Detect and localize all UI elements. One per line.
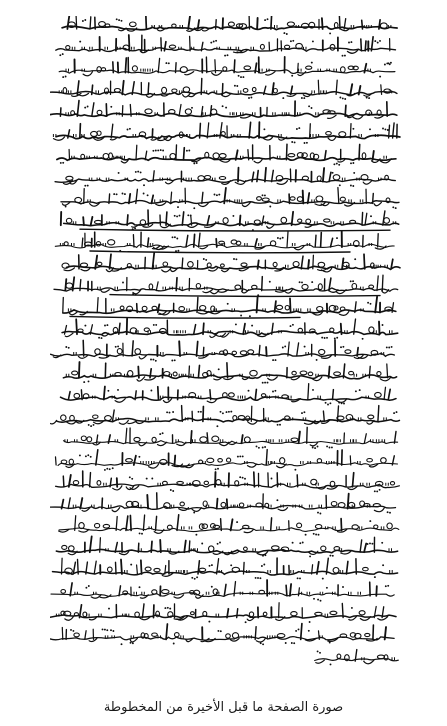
manuscript-line <box>54 275 398 296</box>
manuscript-line <box>61 188 399 210</box>
manuscript-line <box>51 340 395 362</box>
manuscript-line <box>55 168 395 187</box>
manuscript-line <box>63 362 396 384</box>
manuscript-line <box>62 253 400 272</box>
manuscript-line <box>56 450 398 471</box>
manuscript-line <box>62 16 397 35</box>
manuscript-line <box>50 603 396 623</box>
manuscript-line <box>315 650 399 666</box>
manuscript-line <box>62 319 398 340</box>
manuscript-line <box>51 580 394 602</box>
manuscript-line <box>50 624 394 646</box>
manuscript-underline <box>110 295 380 297</box>
manuscript-line <box>53 558 398 580</box>
manuscript-line <box>63 297 396 318</box>
manuscript-line <box>50 101 397 119</box>
manuscript-underline <box>80 229 390 231</box>
manuscript-line <box>57 144 396 166</box>
manuscript-page-image <box>50 16 410 696</box>
manuscript-line <box>59 515 399 536</box>
manuscript-line <box>55 231 394 252</box>
manuscript-line <box>50 493 395 515</box>
manuscript-underline <box>90 251 350 253</box>
manuscript-underline <box>70 316 300 318</box>
manuscript-line <box>56 35 396 57</box>
image-caption: صورة الصفحة ما قبل الأخيرة من المخطوطة <box>103 700 344 715</box>
handwritten-manuscript-scan <box>50 16 410 696</box>
manuscript-line <box>64 427 398 449</box>
manuscript-line <box>61 384 397 406</box>
manuscript-line <box>50 79 397 100</box>
manuscript-line <box>53 122 400 144</box>
manuscript-line <box>56 471 400 492</box>
manuscript-line <box>50 406 399 428</box>
manuscript-line <box>56 536 397 557</box>
manuscript-line <box>59 57 395 78</box>
manuscript-line <box>61 210 399 231</box>
